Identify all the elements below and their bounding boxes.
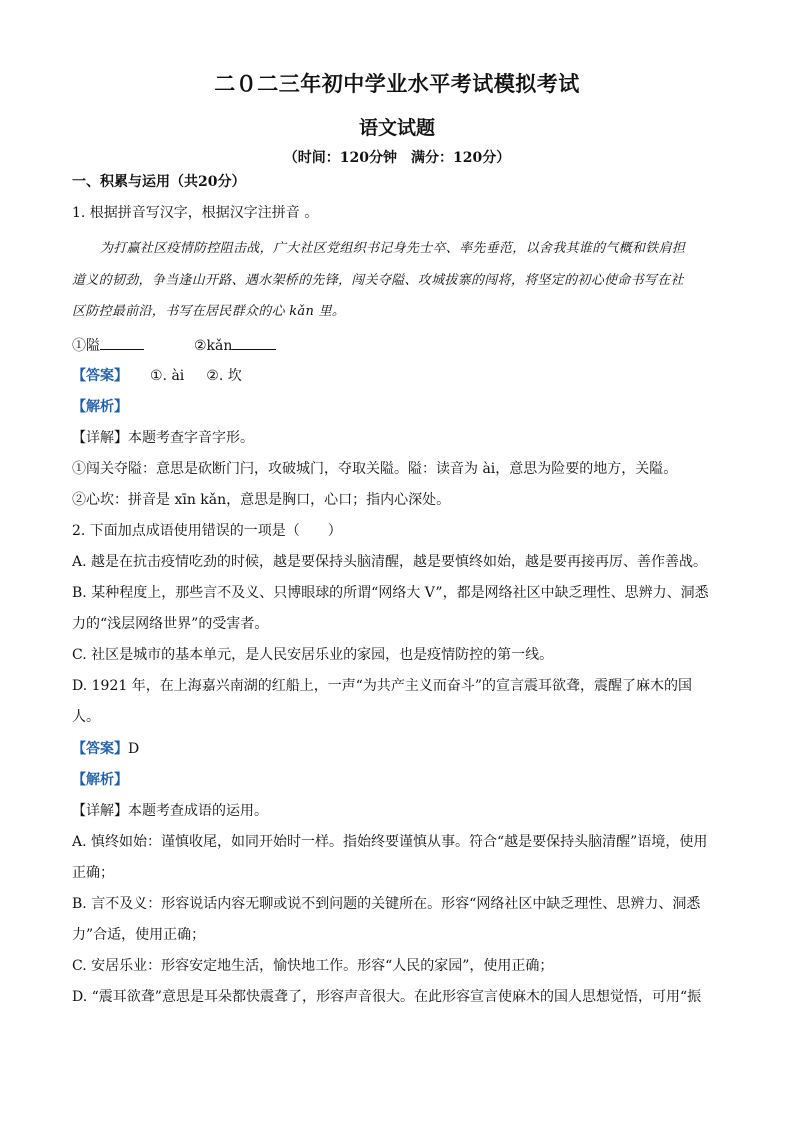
q1-passage-line-2: 道义的韧劲，争当逢山开路、遇水架桥的先锋，闯关夺隘、攻城拔寨的闯将，将坚定的初心使命书写在社	[72, 273, 684, 288]
q2-answer-row	[72, 739, 139, 759]
q2-expl-a-line-2: 正确；	[72, 865, 114, 881]
q2-expl-c: C. 安居乐业：形容安定地生活，愉快地工作。形容“人民的家园”，使用正确；	[72, 958, 554, 974]
q2-option-a: A. 越是在抗击疫情吃劲的时候，越是要保持头脑清醒，越是要慎终如始，越是要再接再厉、善作善战。	[72, 554, 708, 570]
q1-expl-1: ①闯关夺隘：意思是砍断门闩，攻破城门，夺取关隘。隘：读音为 ài，意思为险要的地方，关隘。	[72, 461, 678, 477]
q1-answer-row	[72, 366, 242, 386]
q1-detail-text: 本题考查字音字形。	[128, 430, 254, 446]
q1-answer-1: ①. ài	[150, 368, 185, 384]
q2-option-d-line-1: D. 1921 年，在上海嘉兴南湖的红船上，一声“为共产主义而奋斗”的宣言震耳欲聋，震醒了麻木的国	[72, 678, 693, 694]
q1-detail	[72, 428, 254, 448]
q1-answer-tag: 【答案】	[72, 368, 128, 384]
q1-expl-2: ②心坎：拼音是 xīn kǎn，意思是胸口，心口；指内心深处。	[72, 492, 451, 508]
q2-option-c: C. 社区是城市的基本单元，是人民安居乐业的家园，也是疫情防控的第一线。	[72, 647, 554, 663]
main-title: 二０二三年初中学业水平考试模拟考试	[214, 71, 580, 96]
q2-answer-value: D	[128, 741, 140, 757]
q1-analysis-tag: 【解析】	[72, 399, 128, 415]
q2-expl-b-line-1: B. 言不及义：形容说话内容无聊或说不到问题的关键所在。形容“网络社区中缺乏理性、思辨力、洞悉	[72, 896, 701, 912]
q2-detail	[72, 801, 268, 821]
q1-answer-2: ②. 坎	[206, 368, 242, 384]
q2-answer-tag: 【答案】	[72, 741, 128, 757]
q1-passage-line-3: 区防控最前沿，书写在居民群众的心 kǎn 里。	[72, 304, 346, 319]
q2-expl-a-line-1: A. 慎终如始：谨慎收尾，如同开始时一样。指始终要谨慎从事。符合“越是要保持头脑清醒”语境，使用	[72, 834, 708, 850]
section-heading: 一、积累与运用（共20分）	[72, 174, 246, 190]
q1-blanks	[72, 336, 276, 356]
q2-option-b-line-2: 力的“浅层网络世界”的受害者。	[72, 616, 269, 632]
q1-detail-tag: 【详解】	[72, 430, 128, 446]
q2-expl-d: D. “震耳欲聋”意思是耳朵都快震聋了，形容声音很大。在此形容宣言使麻木的国人思想觉悟，可用“振	[72, 989, 702, 1005]
q1-blank2-line	[232, 337, 276, 350]
time-note: （时间：120分钟 满分：120分）	[283, 150, 511, 166]
q1-blank2-label: ②kǎn	[194, 338, 233, 354]
q2-option-d-line-2: 人。	[72, 709, 100, 725]
q2-detail-tag: 【详解】	[72, 803, 128, 819]
q2-expl-b-line-2: 力”合适，使用正确；	[72, 927, 206, 943]
q2-analysis-tag: 【解析】	[72, 772, 128, 788]
q2-detail-text: 本题考查成语的运用。	[128, 803, 268, 819]
q1-passage-line-1: 为打赢社区疫情防控阻击战，广大社区党组织书记身先士卒、率先垂范，以舍我其谁的气概和铁肩担	[100, 241, 686, 256]
q1-blank1-line	[100, 337, 144, 350]
q1-blank1-label: ①隘	[72, 338, 100, 354]
sub-title: 语文试题	[358, 117, 435, 139]
q2-option-b-line-1: B. 某种程度上，那些言不及义、只博眼球的所谓“网络大 V”，都是网络社区中缺乏理性、思辨力、洞悉	[72, 585, 709, 601]
q1-stem: 1. 根据拼音写汉字，根据汉字注拼音 。	[72, 205, 319, 221]
q2-stem: 2. 下面加点成语使用错误的一项是（ ）	[72, 523, 342, 539]
